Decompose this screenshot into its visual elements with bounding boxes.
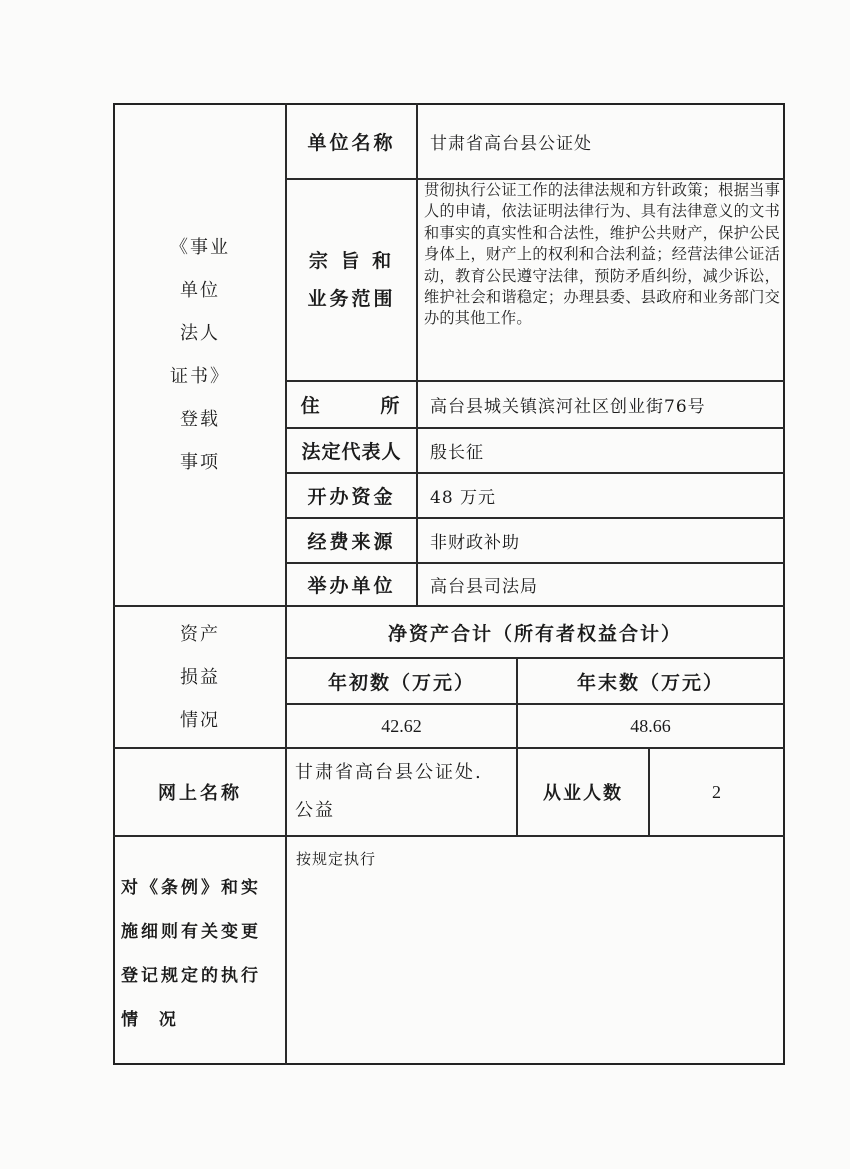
funding-value: 非财政补助: [430, 533, 520, 553]
online-name-label: 网上名称: [158, 783, 242, 804]
capital-value: 48 万元: [430, 488, 497, 508]
section-label-line: 单位: [180, 280, 220, 301]
online-name-line2: 公益: [295, 800, 335, 821]
unit-name-value: 甘肃省高台县公证处: [430, 134, 592, 154]
execution-label-line: 情 况: [121, 1010, 179, 1030]
purpose-label: [287, 180, 416, 380]
address-label: 住 所: [300, 395, 403, 417]
section-label-line: 证书》: [170, 366, 230, 387]
funding-label: 经费来源: [307, 531, 396, 553]
online-name-line1: 甘肃省高台县公证处.: [295, 762, 483, 783]
staff-count-label: 从业人数: [543, 783, 623, 804]
section-label: [115, 105, 285, 605]
assets-label-line: 损益: [180, 666, 220, 688]
online-name-value: [287, 749, 516, 835]
begin-year-value: 42.62: [381, 715, 422, 736]
purpose-label-line1: 宗 旨 和: [308, 250, 395, 272]
execution-label-line: 登记规定的执行: [121, 966, 261, 986]
assets-label: [115, 607, 285, 747]
begin-year-label: 年初数（万元）: [327, 671, 475, 694]
purpose-label-line2: 业务范围: [307, 288, 396, 310]
end-year-label: 年末数（万元）: [576, 671, 724, 694]
divider: [113, 835, 785, 837]
execution-value: 按规定执行: [296, 850, 377, 868]
assets-label-line: 资产: [180, 623, 220, 645]
purpose-value: 贯彻执行公证工作的法律法规和方针政策；根据当事人的申请，依法证明法律行为、具有法律意义的文书和事实的真实性和合法性，维护公共财产，保护公民身体上，财产上的权利和合法利益；经营法律公证活动，教育公民遵守法律，预防矛盾纠纷，减少诉讼，维护社会和谐稳定；办理县委、县政府和业务部门交办的其他工作。: [424, 181, 780, 328]
assets-label-line: 情况: [180, 709, 220, 731]
section-label-line: 登载: [180, 409, 220, 430]
end-year-value: 48.66: [630, 715, 671, 736]
net-assets-header: 净资产合计（所有者权益合计）: [387, 622, 682, 645]
staff-count-value: 2: [712, 781, 721, 802]
capital-label: 开办资金: [307, 486, 396, 508]
execution-label: [121, 866, 281, 1042]
unit-name-label: 单位名称: [307, 132, 396, 154]
sponsor-value: 高台县司法局: [430, 577, 538, 597]
sponsor-label: 举办单位: [307, 575, 396, 597]
section-label-line: 事项: [180, 452, 220, 473]
section-label-line: 法人: [180, 323, 220, 344]
execution-label-line: 对《条例》和实: [121, 878, 261, 898]
legal-rep-value: 殷长征: [430, 443, 484, 463]
execution-label-line: 施细则有关变更: [121, 922, 261, 942]
legal-rep-label: 法定代表人: [301, 441, 402, 463]
section-label-line: 《事业: [170, 237, 230, 258]
address-value: 高台县城关镇滨河社区创业街76号: [430, 397, 706, 417]
